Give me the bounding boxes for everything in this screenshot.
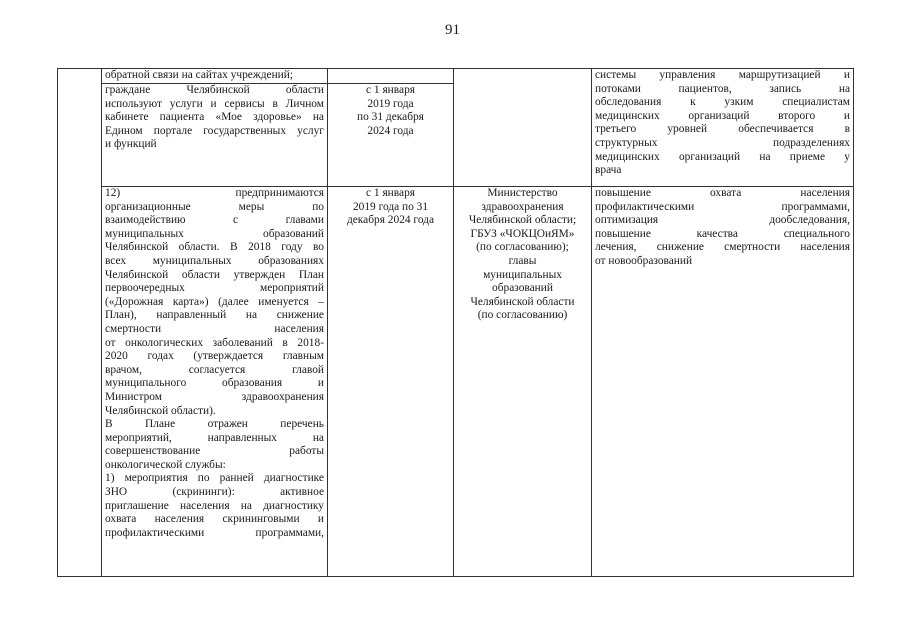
period-cell	[328, 69, 454, 84]
period-cell	[328, 84, 454, 187]
text-line: Челябинской области;	[468, 214, 577, 227]
table-row	[58, 187, 854, 577]
text-line: 1) мероприятия по ранней диагностике	[105, 472, 324, 485]
text-line: мероприятий, направленных на	[105, 431, 324, 444]
text-line: от онкологических заболеваний в 2018-	[105, 336, 324, 349]
text-line: (по согласованию)	[477, 309, 568, 322]
period-cell	[328, 187, 454, 577]
text-line: от новообразований	[595, 254, 693, 267]
text-line: ЗНО (скрининги): активное	[105, 486, 324, 499]
text-line: врачом, согласуется главой	[105, 363, 324, 376]
text-line: Челябинской области утвержден План	[105, 268, 324, 281]
text-line: врача	[595, 164, 622, 177]
text-line: повышение качества специального	[595, 227, 850, 240]
plan-table	[57, 68, 854, 577]
text-line: системы управления маршрутизацией и	[595, 69, 850, 81]
text-line: приглашение населения на диагностику	[105, 499, 324, 512]
text-line: профилактическими программами,	[595, 200, 850, 213]
text-line: охвата населения скрининговыми и	[105, 513, 324, 526]
responsible-cell	[454, 187, 592, 577]
text-line: План), направленный на снижение	[105, 309, 324, 322]
text-line: профилактическими программами,	[105, 526, 324, 539]
text-line: повышение охвата населения	[595, 187, 850, 199]
text-line: с 1 января	[366, 187, 415, 199]
text-line: Едином портале государственных услуг	[105, 124, 324, 137]
text-line: 12) предпринимаются	[105, 187, 324, 199]
measure-cell	[102, 69, 328, 84]
text-line: по 31 декабря	[357, 111, 424, 124]
text-line: ГБУЗ «ЧОКЦОиЯМ»	[470, 227, 575, 240]
text-line: образований	[492, 282, 553, 295]
text-line: совершенствование работы	[105, 445, 324, 458]
text-line: потоками пациентов, запись на	[595, 82, 850, 95]
text-line: оптимизация дообследования,	[595, 214, 850, 227]
text-line: муниципального образования и	[105, 377, 324, 390]
text-line: третьего уровней обеспечивается в	[595, 123, 850, 136]
result-cell	[592, 69, 854, 187]
text-line: обследования к узким специалистам	[595, 96, 850, 109]
text-line: Челябинской области. В 2018 году во	[105, 241, 324, 254]
text-line: смертности населения	[105, 322, 324, 335]
text-line: 2019 года по 31	[352, 200, 429, 213]
text-line: и функций	[105, 138, 157, 151]
text-line: граждане Челябинской области	[105, 84, 324, 96]
text-line: 2019 года	[367, 97, 414, 110]
text-line: онкологической службы:	[105, 458, 226, 471]
text-line: 2024 года	[367, 124, 414, 137]
text-line: Челябинской области	[470, 295, 575, 308]
text-line: Министром здравоохранения	[105, 390, 324, 403]
text-line: взаимодействию с главами	[105, 214, 324, 227]
text-line: используют услуги и сервисы в Личном	[105, 97, 324, 110]
text-line: здравоохранения	[481, 200, 564, 213]
responsible-cell	[454, 69, 592, 187]
result-cell	[592, 187, 854, 577]
text-line: главы	[508, 254, 537, 267]
text-line: муниципальных образований	[105, 227, 324, 240]
text-line: всех муниципальных образованиях	[105, 254, 324, 267]
text-line: (по согласованию);	[476, 241, 569, 254]
number-column-cell	[58, 69, 102, 577]
text-line: медицинских организаций на приеме у	[595, 150, 850, 163]
text-line: В Плане отражен перечень	[105, 418, 324, 431]
page-number: 91	[445, 22, 460, 38]
text-line: («Дорожная карта») (далее именуется –	[105, 295, 324, 308]
text-line: структурных подразделениях	[595, 136, 850, 149]
table-row	[58, 69, 854, 84]
text-line: обратной связи на сайтах учреждений;	[105, 69, 294, 81]
text-line: муниципальных	[483, 268, 562, 281]
text-line: лечения, снижение смертности населения	[595, 241, 850, 254]
text-line: Челябинской области).	[105, 404, 216, 417]
text-line: Министерство	[487, 187, 558, 199]
text-line: кабинете пациента «Мое здоровье» на	[105, 111, 324, 124]
measure-cell	[102, 84, 328, 187]
measure-cell	[102, 187, 328, 577]
text-line: медицинских организаций второго и	[595, 109, 850, 122]
text-line: 2020 годах (утверждается главным	[105, 350, 324, 363]
text-line: организационные меры по	[105, 200, 324, 213]
text-line: декабря 2024 года	[346, 214, 435, 227]
text-line: первоочередных мероприятий	[105, 282, 324, 295]
text-line: с 1 января	[366, 84, 415, 96]
